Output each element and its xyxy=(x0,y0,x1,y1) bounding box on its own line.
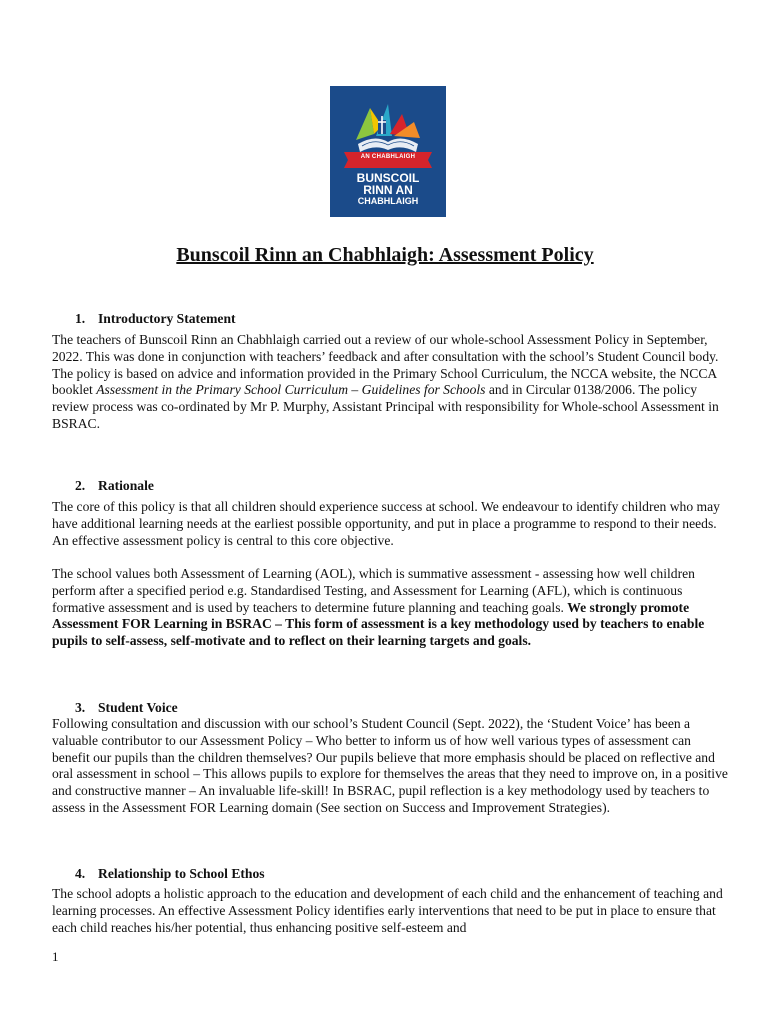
section-title: Relationship to School Ethos xyxy=(98,866,265,881)
section-2-paragraph-2 xyxy=(52,566,732,650)
section-heading-1 xyxy=(75,311,236,327)
section-2-paragraph-1: The core of this policy is that all children should experience success at school. We endeavour to identify children who may have additional learning needs at the earliest possible opportunity, and put in place a programme to respond to their needs. An effective assessment policy is central to this core objective. xyxy=(52,499,720,548)
italic-booklet-title: Assessment in the Primary School Curriculum – Guidelines for Schools xyxy=(96,382,486,398)
section-number: 1. xyxy=(75,311,86,326)
section-number: 2. xyxy=(75,478,86,493)
section-1-paragraph xyxy=(52,332,732,433)
logo-text-line3: CHABHLAIGH xyxy=(357,196,419,206)
section-number: 4. xyxy=(75,866,86,881)
text-run: The teachers of Bunscoil Rinn an Chabhlaigh carried out a review of our whole-school Assessment Policy in September, 2022. This was done in conjunction with teachers’ feedback and after consultation with the school’s Student Council body. The policy is based on advice and information provided in the Primary School Curriculum, the NCCA website, the NCCA booklet xyxy=(52,332,719,398)
section-title: Rationale xyxy=(98,478,154,493)
section-number: 3. xyxy=(75,700,86,715)
text-run: and in Circular 0138/2006. The policy review process was co-ordinated by Mr P. Murphy, Assistant Principal with responsibility for Whole-school Assessment in BSRAC. xyxy=(52,382,719,431)
section-title: Student Voice xyxy=(98,700,178,715)
bold-statement: We strongly promote Assessment FOR Learning in BSRAC – This form of assessment is a key methodology used by teachers to enable pupils to self-assess, self-motivate and to reflect on their learning targets and goals. xyxy=(52,599,705,649)
section-title: Introductory Statement xyxy=(98,311,236,326)
section-heading-2 xyxy=(75,478,154,494)
text-run: The school values both Assessment of Learning (AOL), which is summative assessment - assessing how well children perform after a specified period e.g. Standardised Testing, and Assessment for Learning (AFL), which is continuous formative assessment and is used by teachers to determine future planning and teaching goals. xyxy=(52,566,695,615)
school-logo xyxy=(330,86,446,217)
section-heading-4 xyxy=(75,866,265,882)
section-heading-3 xyxy=(75,700,178,716)
logo-text-line1: BUNSCOIL xyxy=(356,171,420,185)
logo-text-line2: RINN AN xyxy=(363,183,413,197)
section-4-paragraph: The school adopts a holistic approach to the education and development of each child and the enhancement of teaching and learning processes. An effective Assessment Policy identifies early interventions that need to be put in place to ensure that each child reaches his/her potential, thus enhancing positive self-esteem and xyxy=(52,886,723,935)
page-number: 1 xyxy=(52,949,59,964)
section-3-paragraph: Following consultation and discussion with our school’s Student Council (Sept. 2022), the ‘Student Voice’ has been a valuable contributor to our Assessment Policy – Who better to inform us of how well various types of assessment can benefit our pupils than the children themselves? Our pupils believe that more emphasis should be placed on reflective and oral assessment in school – This allows pupils to explore for themselves the areas that they need to improve on, in a positive and constructive manner – An invaluable life-skill! In BSRAC, pupil reflection is a key methodology used by teachers to assess in the Assessment FOR Learning domain (See section on Success and Improvement Strategies). xyxy=(52,716,728,815)
page-title: Bunscoil Rinn an Chabhlaigh: Assessment Policy xyxy=(176,244,594,266)
logo-ribbon-text: AN CHABHLAIGH xyxy=(360,154,416,160)
